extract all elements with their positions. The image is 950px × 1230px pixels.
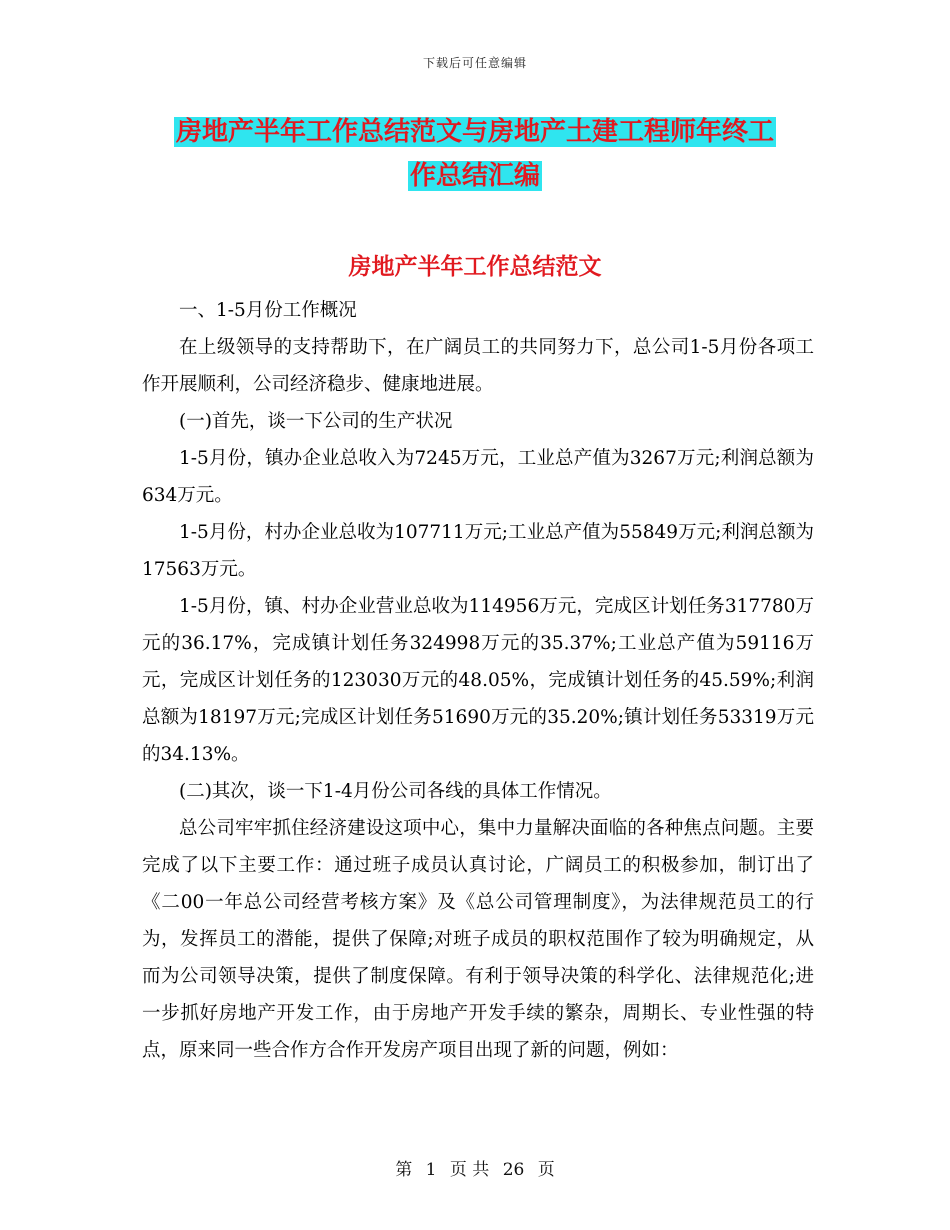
header-note: 下载后可任意编辑	[422, 56, 527, 70]
body-text	[142, 292, 814, 1069]
footer-middle: 页 共	[449, 1160, 490, 1180]
paragraph: 1-5月份，镇办企业总收入为7245万元，工业总产值为3267万元;利润总额为634万元。	[142, 448, 814, 506]
page-number: 1	[425, 1160, 437, 1180]
paragraph: (一)首先，谈一下公司的生产状况	[179, 411, 453, 432]
paragraph: 1-5月份，村办企业总收为107711万元;工业总产值为55849万元;利润总额为17563万元。	[142, 522, 814, 580]
footer-prefix: 第	[395, 1160, 413, 1180]
paragraph: 一、1-5月份工作概况	[179, 300, 357, 321]
total-pages: 26	[502, 1160, 525, 1180]
paragraph: 总公司牢牢抓住经济建设这项中心，集中力量解决面临的各种焦点问题。主要完成了以下主要工作：通过班子成员认真讨论，广阔员工的积极参加，制订出了《二00一年总公司经营考核方案》及《总公司管理制度》，为法律规范员工的行为，发挥员工的潜能，提供了保障;对班子成员的职权范围作了较为明确规定，从而为公司领导决策，提供了制度保障。有利于领导决策的科学化、法律规范化;进一步抓好房地产开发工作，由于房地产开发手续的繁杂，周期长、专业性强的特点，原来同一些合作方合作开发房产项目出现了新的问题，例如：	[142, 818, 814, 1061]
title-line-2: 作总结汇编	[409, 161, 540, 191]
paragraph: 1-5月份，镇、村办企业营业总收为114956万元，完成区计划任务317780万元的36.17%，完成镇计划任务324998万元的35.37%;工业总产值为59116万元，完成区计划任务的123030万元的48.05%，完成镇计划任务的45.59%;利润总额为18197万元;完成区计划任务51690万元的35.20%;镇计划任务53319万元的34.13%。	[142, 596, 814, 765]
document-title	[140, 110, 810, 198]
footer-suffix: 页	[537, 1160, 555, 1180]
paragraph: (二)其次，谈一下1-4月份公司各线的具体工作情况。	[179, 781, 612, 802]
paragraph: 在上级领导的支持帮助下，在广阔员工的共同努力下，总公司1-5月份各项工作开展顺利，公司经济稳步、健康地进展。	[142, 337, 814, 395]
title-line-1: 房地产半年工作总结范文与房地产土建工程师年终工	[175, 117, 774, 147]
page-footer	[0, 1155, 950, 1180]
section-title: 房地产半年工作总结范文	[348, 254, 602, 280]
